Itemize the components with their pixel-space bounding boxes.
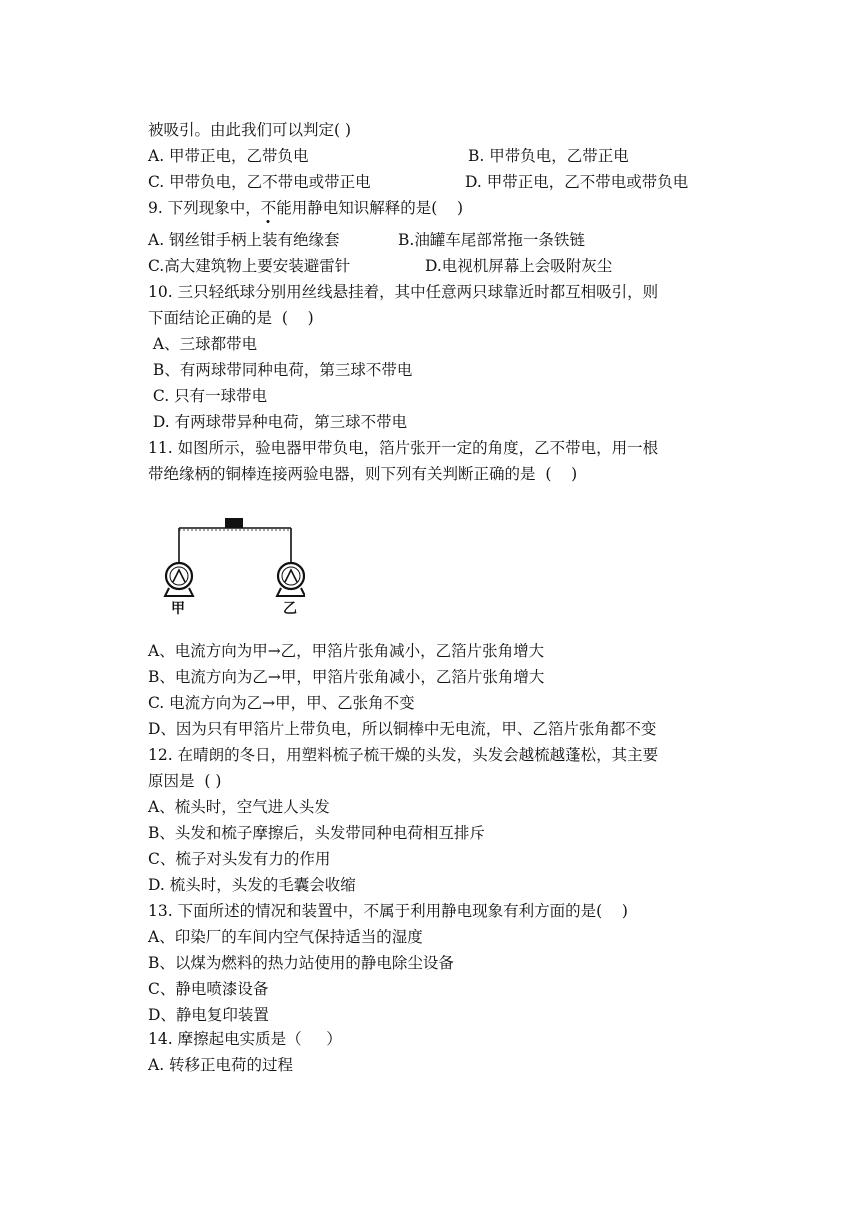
q9-emphasis-char-2: 能 (276, 199, 292, 217)
q10-stem-line1: 10. 三只轻纸球分别用丝线悬挂着，其中任意两只球靠近时都互相吸引，则 (148, 283, 659, 301)
q11-option-a: A、电流方向为甲→乙，甲箔片张角减小，乙箔片张角增大 (148, 642, 545, 660)
q11-stem-line2: 带绝缘柄的铜棒连接两验电器，则下列有关判断正确的是 ( ) (148, 465, 578, 483)
q8-option-a: A. 甲带正电，乙带负电 (148, 147, 309, 165)
q9-stem-suffix: 用静电知识解释的是( ) (291, 199, 464, 217)
q8-option-b: B. 甲带负电，乙带正电 (468, 147, 629, 165)
q10-option-d: D. 有两球带异种电荷，第三球不带电 (148, 413, 408, 431)
q9-option-a: A. 钢丝钳手柄上装有绝缘套 (148, 231, 340, 249)
q10-option-b: B、有两球带同种电荷，第三球不带电 (148, 361, 413, 379)
left-electroscope (165, 563, 193, 596)
q9-option-b: B.油罐车尾部常拖一条铁链 (398, 231, 585, 249)
label-jia: 甲 (171, 601, 185, 616)
q8-option-c: C. 甲带负电，乙不带电或带正电 (148, 173, 371, 191)
q13-option-b: B、以煤为燃料的热力站使用的静电除尘设备 (148, 954, 454, 972)
q13-stem: 13. 下面所述的情况和装置中，不属于利用静电现象有利方面的是( ) (148, 902, 628, 920)
q11-option-c: C. 电流方向为乙→甲，甲、乙张角不变 (148, 694, 415, 712)
q13-option-c: C、静电喷漆设备 (148, 980, 269, 998)
electroscope-figure (155, 512, 305, 616)
q11-option-b: B、电流方向为乙→甲，甲箔片张角减小，乙箔片张角增大 (148, 668, 545, 686)
right-electroscope (277, 563, 305, 596)
q12-option-c: C、梳子对头发有力的作用 (148, 850, 331, 868)
q9-option-d: D.电视机屏幕上会吸附灰尘 (425, 257, 613, 275)
q12-option-a: A、梳头时，空气进人头发 (148, 798, 330, 816)
q11-stem-line1: 11. 如图所示，验电器甲带负电，箔片张开一定的角度，乙不带电，用一根 (148, 439, 659, 457)
q13-option-d: D、静电复印装置 (148, 1006, 269, 1024)
q12-stem-line2: 原因是 ( ) (148, 772, 222, 790)
q13-option-a: A、印染厂的车间内空气保持适当的湿度 (148, 928, 423, 946)
q9-stem (148, 198, 463, 218)
q9-stem-prefix: 9. 下列现象中， (148, 199, 261, 217)
q8-option-d: D. 甲带正电，乙不带电或带负电 (465, 173, 689, 191)
q9-emphasis-char-1: 不 (260, 199, 277, 217)
q10-option-a: A、三球都带电 (148, 335, 258, 353)
label-yi: 乙 (283, 601, 297, 616)
q12-stem-line1: 12. 在晴朗的冬日，用塑料梳子梳干燥的头发，头发会越梳越蓬松，其主要 (148, 746, 659, 764)
q14-stem: 14. 摩擦起电实质是（ ） (148, 1030, 342, 1048)
q10-option-c: C. 只有一球带电 (148, 387, 268, 405)
q10-stem-line2: 下面结论正确的是 ( ) (148, 309, 314, 327)
q9-option-c: C.高大建筑物上要安装避雷针 (148, 257, 351, 275)
q11-option-d: D、因为只有甲箔片上带负电，所以铜棒中无电流，甲、乙箔片张角都不变 (148, 720, 657, 738)
insulating-handle (225, 518, 243, 528)
q12-option-d: D. 梳头时，头发的毛囊会收缩 (148, 876, 356, 894)
q12-option-b: B、头发和梳子摩擦后，头发带同种电荷相互排斥 (148, 824, 485, 842)
q8-stem-continuation: 被吸引。由此我们可以判定( ) (148, 121, 352, 139)
q14-option-a: A. 转移正电荷的过程 (148, 1056, 294, 1074)
